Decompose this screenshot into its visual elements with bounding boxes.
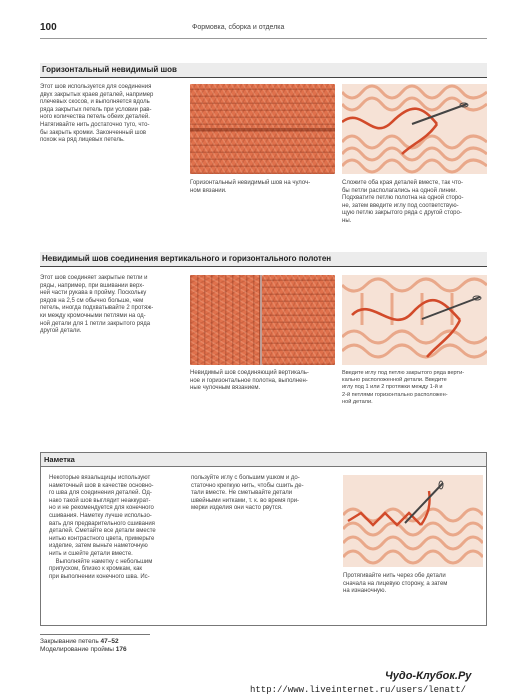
page-number: 100 bbox=[40, 22, 57, 33]
basting-illustration bbox=[343, 475, 483, 567]
section-title: Наметка bbox=[44, 455, 75, 464]
section-header-vertical-horizontal-seam bbox=[40, 252, 487, 267]
basting-body-col2: пользуйте иглу с большим ушком и до- статочно крепкую нить, чтобы сшить де- тали вместе. Не сметывайте детали швейными нитками, т. к. во время при- мерки изделия они часто рвутся. bbox=[191, 475, 304, 512]
watermark-brand: Чудо-Клубок.Ру bbox=[385, 670, 472, 682]
section1-body: Этот шов используется для соединения двух закрытых краев деталей, например плечевых скосов, и выполняется вдоль ряда закрытых петель при условии рав- ного количества петель обеих деталей. Натягивайте нить достаточно туго, что- бы закрыть кромки. Законченный шов похож на ряд лицевых петель. bbox=[40, 84, 154, 144]
basting-box bbox=[40, 452, 487, 626]
cross-reference-1: Закрывание петель 47–52 bbox=[40, 638, 119, 645]
footer-divider bbox=[40, 634, 150, 635]
caption-photo-1: Горизонтальный невидимый шов на чулоч- ном вязании. bbox=[190, 180, 311, 194]
section-title: Невидимый шов соединения вертикального и горизонтального полотен bbox=[42, 254, 332, 263]
caption-illustration-2: Введите иглу под петлю закрытого ряда верти- кально расположенной детали. Введите иглу под 1 или 2 протяжки между 1-й и 2-й петлями горизонтально расположен- ной детали. bbox=[342, 370, 465, 405]
cross-references bbox=[40, 638, 127, 654]
caption-illustration-1: Сложите оба края деталей вместе, так что- бы петли располагались на одной линии. Подхватите петлю полотна на одной сторо- не, затем введите иглу под соответствую- щую петлю закрытого ряда с другой сторо- ны. bbox=[342, 180, 464, 224]
chapter-title: Формовка, сборка и отделка bbox=[192, 24, 285, 31]
section-title: Горизонтальный невидимый шов bbox=[42, 65, 177, 74]
needle-illustration-horizontal-seam bbox=[342, 84, 487, 174]
caption-illustration-3: Протягивайте нить через обе детали сначала на лицевую сторону, а затем на изнаночную. bbox=[343, 573, 448, 595]
watermark-url: http://www.liveinternet.ru/users/lenatt/ bbox=[250, 685, 467, 695]
section2-body: Этот шов соединяет закрытые петли и ряды, например, при вшивании верх- ней части рукава в пройму. Поскольку рядов на 2,5 см обычно больше, чем петель, иногда подхватывайте 2 протяж- ки между кромочными петлями на од- ной детали для 1 петли закрытого ряда другой детали. bbox=[40, 275, 154, 335]
header-divider bbox=[40, 38, 487, 39]
needle-illustration-vertical-horizontal-seam bbox=[342, 275, 487, 365]
knit-photo-vertical-horizontal-seam bbox=[190, 275, 335, 365]
section-header-basting bbox=[41, 453, 486, 467]
cross-reference-2: Моделирование проймы 176 bbox=[40, 646, 127, 653]
knit-photo-horizontal-seam bbox=[190, 84, 335, 174]
caption-photo-2: Невидимый шов соединяющий вертикаль- ное и горизонтальное полотна, выполнен- ные чулочным вязанием. bbox=[190, 370, 309, 392]
basting-body-col1: Некоторые вязальщицы используют наметочный шов в качестве основно- го шва для соединения деталей. Од- нако такой шов выглядит неаккурат- но и не рекомендуется для конечного сшивания. Наметку лучше использо- вать для предварительного сшивания деталей. Сметайте все детали вместе нитью контрастного цвета, примерьте изделие, затем выньте наметочную нить и сшейте детали вместе. Выполняйте наметку с небольшим припуском, близко к кромкам, как при выполнении конечного шва. Ис- bbox=[49, 475, 156, 580]
section-header-horizontal-seam bbox=[40, 63, 487, 78]
